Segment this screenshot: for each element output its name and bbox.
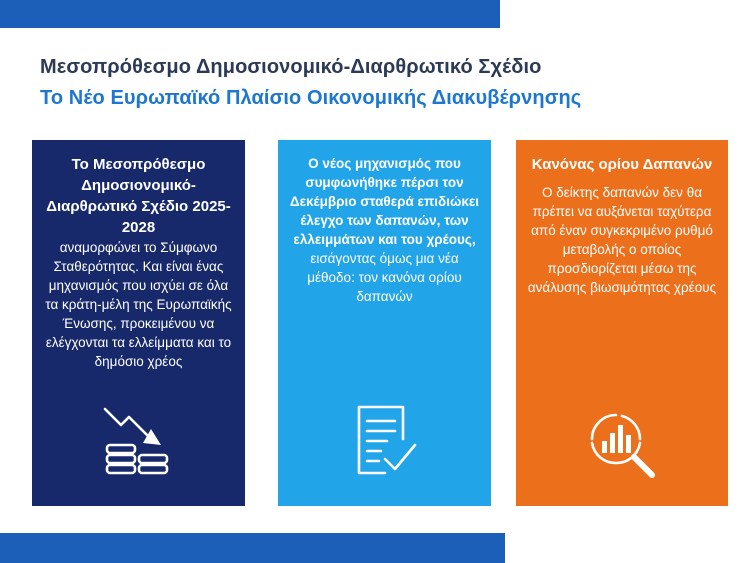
card-heading: Κανόνας ορίου Δαπανών (531, 156, 713, 173)
top-accent-bar (0, 0, 500, 28)
document-check-icon (345, 399, 425, 488)
card-heading: Το Μεσοπρόθεσμο Δημοσιονομικό-Διαρθρωτικό Σχέδιο 2025-2028 (46, 156, 231, 236)
page-title: Μεσοπρόθεσμο Δημοσιονομικό-Διαρθρωτικό Σχέδιο (40, 56, 542, 78)
card-body (288, 154, 481, 306)
card-new-mechanism (278, 140, 491, 506)
card-body-rest: εισάγοντας όμως μια νέα μέθοδο: τον κανόνα ορίου δαπανών (307, 251, 462, 304)
page-subtitle: Το Νέο Ευρωπαϊκό Πλαίσιο Οικονομικής Διακυβέρνησης (40, 87, 582, 109)
bottom-accent-bar (0, 533, 505, 563)
card-body: αναμορφώνει το Σύμφωνο Σταθερότητας. Και είναι ένας μηχανισμός που ισχύει σε όλα τα κράτη-μέλη της Ευρωπαϊκής Ένωσης, προκειμένου να ελέγχονται τα ελλείμματα και το δημόσιο χρέος (45, 240, 232, 369)
magnifier-chart-icon (582, 403, 662, 488)
card-body-bold: Ο νέος μηχανισμός που συμφωνήθηκε πέρσι τον Δεκέμβριο σταθερά επιδιώκει έλεγχο των δαπανών, των ελλειμμάτων και του χρέους, (289, 156, 480, 247)
card-body: Ο δείκτης δαπανών δεν θα πρέπει να αυξάνεται ταχύτερα από έναν συγκεκριμένο ρυθμό μεταβολής ο οποίος προσδιορίζεται μέσω της ανάλυσης βιωσιμότητας χρέους (527, 185, 717, 295)
coins-down-arrow-icon (99, 403, 179, 488)
card-fiscal-plan (32, 140, 245, 506)
card-spending-rule (516, 140, 728, 506)
